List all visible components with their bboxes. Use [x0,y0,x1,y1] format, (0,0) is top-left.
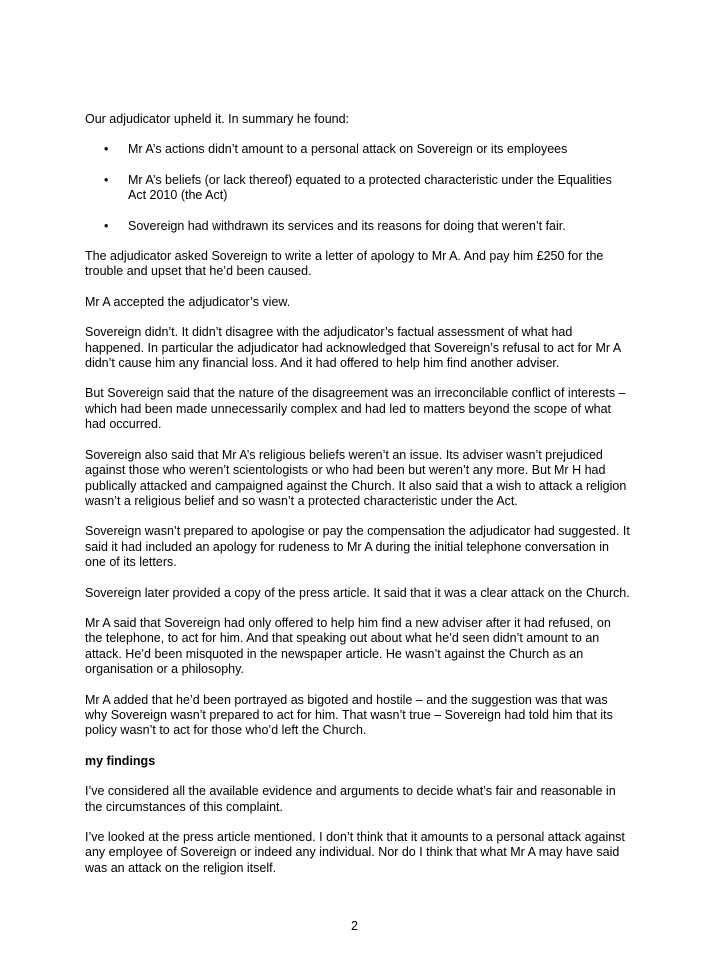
paragraph: Mr A said that Sovereign had only offered to help him find a new adviser after it had refused, on the telephone, to act for him. And that speaking out about what he’d seen didn’t amount to an attack. He’d been misquoted in the newspaper article. He wasn’t against the Church as an organisation or a philosophy. [85,615,611,677]
paragraph: Mr A accepted the adjudicator’s view. [85,294,291,309]
section-heading: my findings [85,753,156,768]
paragraph: Sovereign later provided a copy of the press article. It said that it was a clear attack on the Church. [85,585,630,600]
paragraph: But Sovereign said that the nature of the disagreement was an irreconcilable conflict of interests – which had been made unnecessarily complex and had led to matters beyond the scope of what had occurred. [85,386,626,432]
list-item-text: Sovereign had withdrawn its services and its reasons for doing that weren’t fair. [128,218,566,233]
paragraph: The adjudicator asked Sovereign to write a letter of apology to Mr A. And pay him £250 for the trouble and upset that he’d been caused. [85,249,604,279]
bullet-icon: • [104,172,109,187]
document-page [85,112,630,891]
bullet-icon: • [104,142,109,157]
paragraph: Sovereign also said that Mr A’s religious beliefs weren’t an issue. Its adviser wasn’t prejudiced against those who weren’t scientologists or who had been but weren’t any more. But Mr H had publically attacked and campaigned against the Church. It also said that a wish to attack a religion wasn’t a religious belief and so wasn’t a protected characteristic under the Act. [85,447,627,508]
bullet-icon: • [104,218,109,233]
list-item-text: Mr A’s beliefs (or lack thereof) equated to a protected characteristic under the Equalities Act 2010 (the Act) [128,172,612,203]
paragraph: I’ve considered all the available evidence and arguments to decide what’s fair and reasonable in the circumstances of this complaint. [85,784,616,814]
findings-list [85,142,630,234]
paragraph: Sovereign wasn’t prepared to apologise or pay the compensation the adjudicator had suggested. It said it had included an apology for rudeness to Mr A during the initial telephone conversation in one of its letters. [85,524,630,570]
paragraph: Sovereign didn’t. It didn’t disagree with the adjudicator’s factual assessment of what had happened. In particular the adjudicator had acknowledged that Sovereign’s refusal to act for Mr A didn’t cause him any financial loss. And it had offered to help him find another adviser. [85,325,621,371]
paragraph: I’ve looked at the press article mentioned. I don’t think that it amounts to a personal attack against any employee of Sovereign or indeed any individual. Nor do I think that what Mr A may have said was an attack on the religion itself. [85,830,625,875]
list-item [85,219,630,234]
list-item [85,142,630,157]
page-number: 2 [351,919,358,933]
list-item-text: Mr A’s actions didn’t amount to a personal attack on Sovereign or its employees [128,142,568,157]
paragraph: Mr A added that he’d been portrayed as bigoted and hostile – and the suggestion was that was why Sovereign wasn’t prepared to act for him. That wasn’t true – Sovereign had told him that its policy wasn’t to act for those who’d left the Church. [85,692,613,738]
intro-paragraph: Our adjudicator upheld it. In summary he found: [85,112,350,126]
list-item [85,173,630,204]
